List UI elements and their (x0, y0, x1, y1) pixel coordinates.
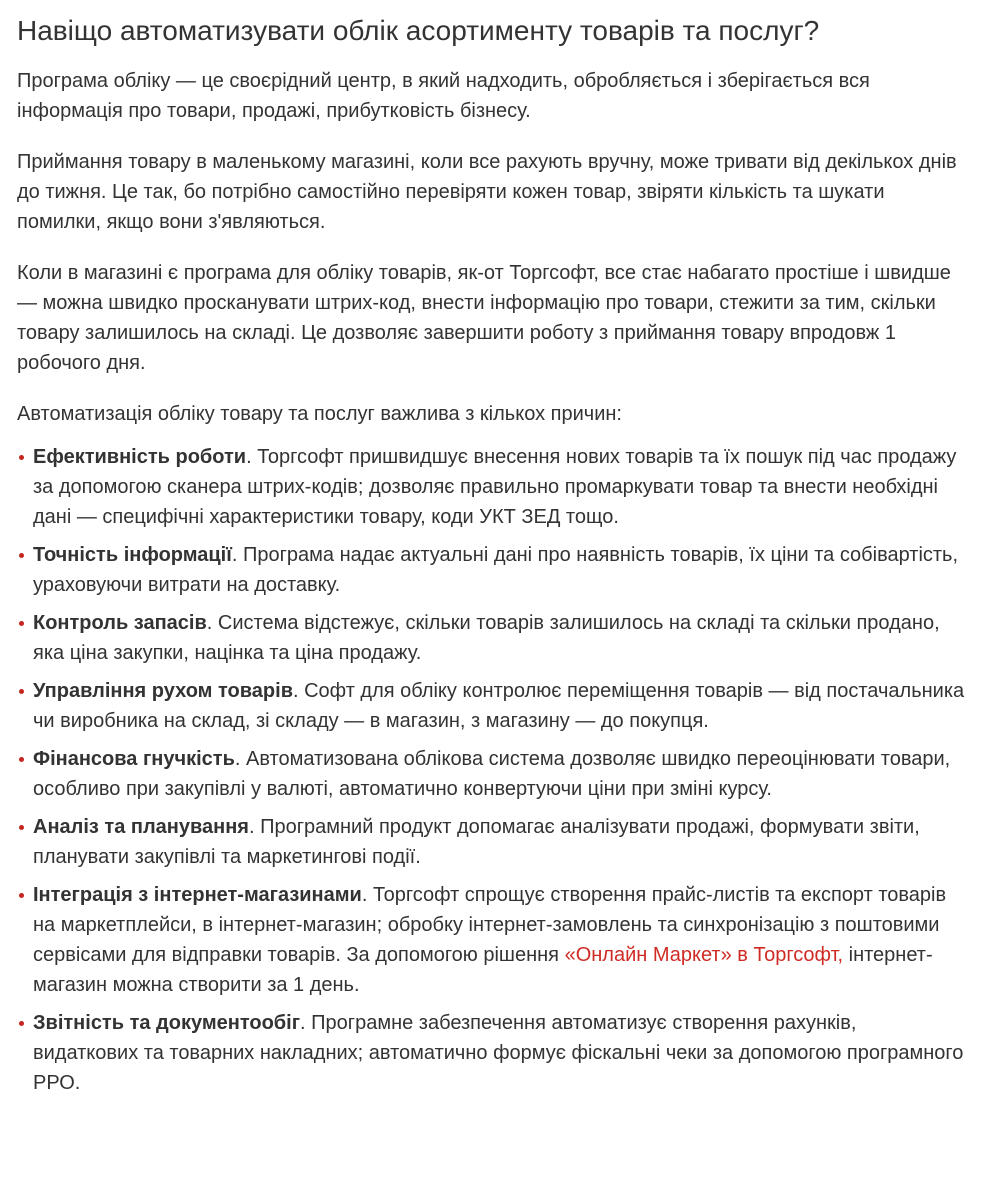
reason-text: . Програмний продукт допомагає аналізувати продажі, формувати звіти, планувати закупівлі та маркетингові події. (33, 816, 920, 868)
reason-text: . Система відстежує, скільки товарів залишилось на складі та скільки продано, яка ціна закупки, націнка та ціна продажу. (33, 612, 940, 664)
bullet-dot-icon (19, 757, 24, 762)
list-item-ecommerce-integration (17, 880, 965, 1000)
reason-text: . Софт для обліку контролює переміщення товарів — від постачальника чи виробника на склад, зі складу — в магазин, з магазину — до покупця. (33, 680, 965, 732)
page-title: Навіщо автоматизувати облік асортименту товарів та послуг? (17, 15, 820, 46)
reason-term: Звітність та документообіг (33, 1012, 301, 1034)
intro-paragraph-3: Коли в магазині є програма для обліку товарів, як-от Торгсофт, все стає набагато простіше і швидше — можна швидко просканувати штрих-код, внести інформацію про товари, стежити за тим, скільки товару залишилось на складі. Це дозволяє завершити роботу з приймання товару впродовж 1 робочого дня. (17, 262, 951, 374)
bullet-dot-icon (19, 553, 24, 558)
list-intro-paragraph: Автоматизація обліку товару та послуг важлива з кількох причин: (17, 403, 622, 425)
reason-text: . Програмне забезпечення автоматизує створення рахунків, видаткових та товарних накладних; автоматично формує фіскальні чеки за допомогою програмного РРО. (33, 1012, 964, 1094)
bullet-dot-icon (19, 621, 24, 626)
online-market-link[interactable]: «Онлайн Маркет» в Торгсофт, (564, 944, 844, 966)
reason-term: Управління рухом товарів (33, 680, 293, 702)
reason-term: Інтеграція з інтернет-магазинами (33, 884, 362, 906)
reason-term: Контроль запасів (33, 612, 207, 634)
reason-term: Фінансова гнучкість (33, 748, 235, 770)
reason-term: Ефективність роботи (33, 446, 247, 468)
reason-term: Аналіз та планування (33, 816, 249, 838)
list-item-financial-flexibility (17, 744, 965, 804)
list-item-analysis-planning (17, 812, 965, 872)
reason-text: . Автоматизована облікова система дозволяє швидко переоцінювати товари, особливо при закупівлі у валюті, автоматично конвертуючи ціни при зміні курсу. (33, 748, 951, 800)
list-item-accuracy (17, 540, 965, 600)
list-item-goods-movement (17, 676, 965, 736)
list-item-reporting-docflow (17, 1008, 965, 1098)
reason-text: . Торгсофт спрощує створення прайс-листів та експорт товарів на маркетплейси, в інтернет-магазин; обробку інтернет-замовлень та синхронізацію з поштовими сервісами для відправки товарів. За допомогою рішення (33, 884, 947, 966)
bullet-dot-icon (19, 825, 24, 830)
reasons-list (17, 442, 965, 1098)
list-item-efficiency (17, 442, 965, 532)
bullet-dot-icon (19, 1021, 24, 1026)
bullet-dot-icon (19, 455, 24, 460)
reason-text: . Програма надає актуальні дані про наявність товарів, їх ціни та собівартість, ураховуючи витрати на доставку. (33, 544, 959, 596)
intro-paragraph-1: Програма обліку — це своєрідний центр, в який надходить, обробляється і зберігається вся інформація про товари, продажі, прибутковість бізнесу. (17, 70, 870, 122)
reason-text: . Торгсофт пришвидшує внесення нових товарів та їх пошук під час продажу за допомогою сканера штрих-кодів; дозволяє правильно промаркувати товар та внести необхідні дані — специфічні характеристики товару, коди УКТ ЗЕД тощо. (33, 446, 957, 528)
reason-text: інтернет-магазин можна створити за 1 день. (33, 944, 933, 996)
bullet-dot-icon (19, 689, 24, 694)
intro-paragraph-2: Приймання товару в маленькому магазині, коли все рахують вручну, може тривати від декількох днів до тижня. Це так, бо потрібно самостійно перевіряти кожен товар, звіряти кількість та шукати помилки, якщо вони з'являються. (17, 151, 957, 233)
reason-term: Точність інформації (33, 544, 232, 566)
bullet-dot-icon (19, 893, 24, 898)
list-item-stock-control (17, 608, 965, 668)
